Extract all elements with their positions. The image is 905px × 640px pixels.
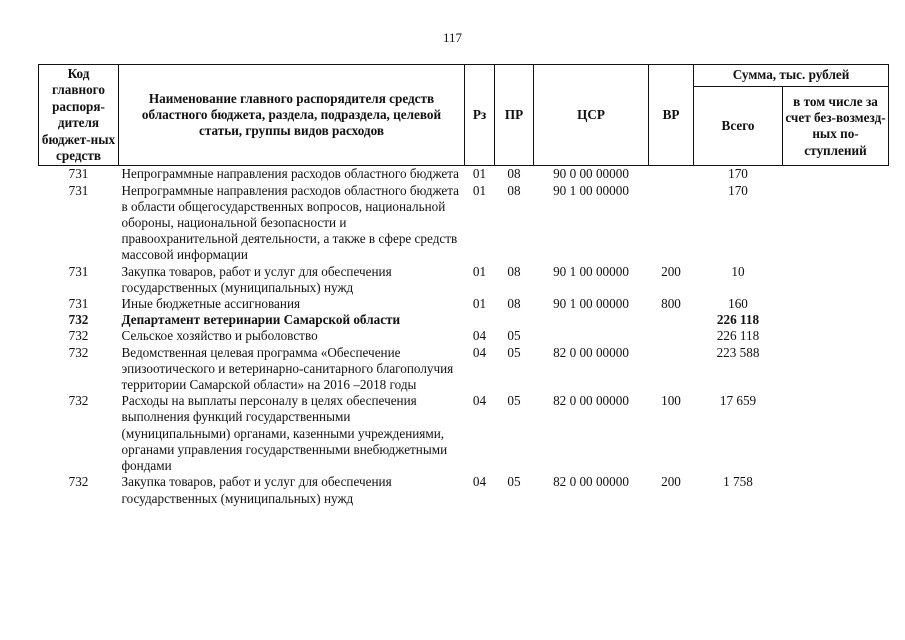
table-row bbox=[39, 264, 889, 296]
header-rz: Рз bbox=[465, 65, 495, 166]
row-name: Непрограммные направления расходов областного бюджета bbox=[121, 166, 460, 182]
header-total: Всего bbox=[694, 87, 783, 166]
row-total: 223 588 bbox=[716, 344, 760, 360]
row-csr bbox=[534, 328, 649, 344]
row-free bbox=[783, 312, 889, 328]
row-rz: 04 bbox=[472, 393, 487, 409]
table-row bbox=[39, 393, 889, 474]
table-header bbox=[39, 65, 889, 166]
row-total: 1 758 bbox=[723, 474, 753, 490]
row-name: Закупка товаров, работ и услуг для обеспечения государственных (муниципальных) нужд bbox=[121, 263, 392, 295]
row-vr: 100 bbox=[661, 393, 681, 409]
row-vr bbox=[649, 312, 694, 328]
row-name: Сельское хозяйство и рыболовство bbox=[121, 328, 318, 344]
table-row bbox=[39, 166, 889, 183]
row-rz: 04 bbox=[472, 474, 487, 490]
row-name: Департамент ветеринарии Самарской области bbox=[121, 312, 401, 328]
header-code: Код главного распоря-дителя бюджет-ных средств bbox=[39, 65, 119, 166]
row-rz: 01 bbox=[472, 263, 487, 279]
header-name: Наименование главного распорядителя средств областного бюджета, раздела, подраздела, целевой статьи, группы видов расходов bbox=[119, 65, 465, 166]
budget-table bbox=[38, 64, 889, 507]
row-free bbox=[783, 183, 889, 264]
row-free bbox=[783, 296, 889, 312]
row-total: 170 bbox=[728, 166, 748, 182]
row-total: 170 bbox=[728, 182, 748, 198]
row-csr: 82 0 00 00000 bbox=[553, 474, 629, 490]
row-code: 731 bbox=[68, 166, 89, 182]
row-vr: 200 bbox=[661, 474, 681, 490]
table-row bbox=[39, 345, 889, 394]
row-pr: 08 bbox=[507, 263, 521, 279]
row-code: 732 bbox=[68, 393, 89, 409]
row-csr: 82 0 00 00000 bbox=[553, 344, 629, 360]
header-sum: Сумма, тыс. рублей bbox=[694, 65, 889, 87]
row-free bbox=[783, 345, 889, 394]
row-free bbox=[783, 393, 889, 474]
row-name: Ведомственная целевая программа «Обеспечение эпизоотического и ветеринарно-санитарного благополучия территории Самарской области» на 2016 –2018 годы bbox=[121, 344, 454, 393]
row-free bbox=[783, 264, 889, 296]
row-rz: 04 bbox=[472, 328, 487, 344]
row-rz: 04 bbox=[472, 344, 487, 360]
row-vr: 800 bbox=[661, 296, 681, 312]
header-vr: ВР bbox=[649, 65, 694, 166]
row-rz bbox=[465, 312, 495, 328]
row-csr: 90 1 00 00000 bbox=[553, 182, 629, 198]
row-csr: 90 0 00 00000 bbox=[553, 166, 629, 182]
header-pr: ПР bbox=[495, 65, 534, 166]
row-pr bbox=[495, 312, 534, 328]
row-code: 732 bbox=[68, 328, 89, 344]
row-pr: 05 bbox=[507, 328, 521, 344]
row-free bbox=[783, 328, 889, 344]
row-vr bbox=[649, 183, 694, 264]
header-free: в том числе за счет без-возмезд-ных по-ступлений bbox=[783, 87, 889, 166]
row-code: 732 bbox=[68, 474, 89, 490]
table-row bbox=[39, 183, 889, 264]
row-csr: 90 1 00 00000 bbox=[553, 263, 629, 279]
row-free bbox=[783, 166, 889, 183]
table-row bbox=[39, 328, 889, 344]
row-total: 160 bbox=[728, 296, 748, 312]
row-pr: 08 bbox=[507, 166, 521, 182]
row-csr: 82 0 00 00000 bbox=[553, 393, 629, 409]
row-pr: 05 bbox=[507, 393, 521, 409]
row-total: 226 118 bbox=[716, 312, 760, 328]
row-code: 732 bbox=[68, 344, 89, 360]
row-pr: 05 bbox=[507, 344, 521, 360]
row-total: 17 659 bbox=[719, 393, 757, 409]
row-rz: 01 bbox=[472, 296, 487, 312]
row-rz: 01 bbox=[472, 166, 487, 182]
row-csr: 90 1 00 00000 bbox=[553, 296, 629, 312]
table-row bbox=[39, 312, 889, 328]
row-vr bbox=[649, 328, 694, 344]
row-vr: 200 bbox=[661, 263, 681, 279]
table-row bbox=[39, 474, 889, 506]
row-pr: 08 bbox=[507, 182, 521, 198]
row-total: 10 bbox=[731, 263, 745, 279]
row-code: 732 bbox=[68, 312, 89, 328]
row-name: Расходы на выплаты персоналу в целях обеспечения выполнения функций государственными (муниципальными) органами, казенными учреждениями, органами управления государственными внебюджетными фондами bbox=[121, 393, 448, 474]
header-csr: ЦСР bbox=[534, 65, 649, 166]
row-rz: 01 bbox=[472, 182, 487, 198]
row-code: 731 bbox=[68, 296, 89, 312]
table-row bbox=[39, 296, 889, 312]
row-name: Иные бюджетные ассигнования bbox=[121, 296, 301, 312]
row-name: Непрограммные направления расходов областного бюджета в области общегосударственных вопросов, национальной обороны, национальной безопасности и правоохранительной деятельности, а также в сфере средств массовой информации bbox=[121, 182, 460, 263]
row-code: 731 bbox=[68, 182, 89, 198]
row-pr: 05 bbox=[507, 474, 521, 490]
row-total: 226 118 bbox=[716, 328, 760, 344]
row-code: 731 bbox=[68, 263, 89, 279]
row-vr bbox=[649, 345, 694, 394]
page-number: 117 bbox=[442, 30, 463, 45]
row-pr: 08 bbox=[507, 296, 521, 312]
row-vr bbox=[649, 166, 694, 183]
row-free bbox=[783, 474, 889, 506]
row-csr bbox=[534, 312, 649, 328]
table-body bbox=[39, 166, 889, 507]
row-name: Закупка товаров, работ и услуг для обеспечения государственных (муниципальных) нужд bbox=[121, 474, 392, 506]
